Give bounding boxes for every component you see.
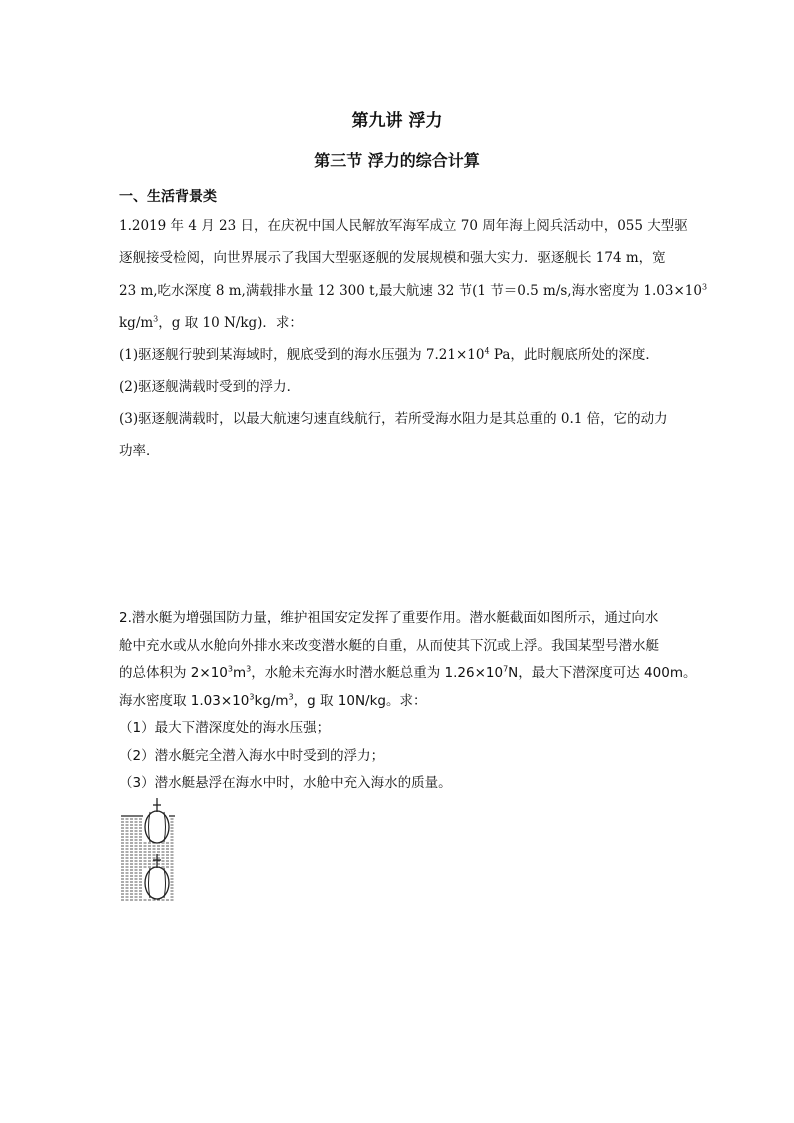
submarine-floating xyxy=(143,798,169,843)
q2-sub-2: （2）潜水艇完全潜入海水中时受到的浮力； xyxy=(119,748,385,764)
q2-sub-1: （1）最大下潜深度处的海水压强； xyxy=(119,720,331,736)
q2-line-4: 海水密度取 $1.03\times 10^3kg/m^3$，g 取 10N/kg。求： xyxy=(119,692,427,709)
q1-sub-3-line-1: (3)驱逐舰满载时，以最大航速匀速直线航行，若所受海水阻力是其总重的 0.1 倍，它的动力 xyxy=(119,411,668,427)
submarine-submerged xyxy=(143,854,169,899)
section-heading: 一、生活背景类 xyxy=(119,189,217,205)
q2-line-3: 的总体积为 $2\times 10^3m^3$，水舱未充海水时潜水艇总重为 $1.26\times 10^7N$，最大下潜深度可达 400m。 xyxy=(119,664,697,681)
q1-sub-2: (2)驱逐舰满载时受到的浮力． xyxy=(119,379,301,395)
page-title: 第九讲 浮力 xyxy=(351,111,443,131)
q2-line-1: 2.潜水艇为增强国防力量，维护祖国安定发挥了重要作用。潜水艇截面如图所示，通过向水 xyxy=(119,610,659,626)
q1-sub-3-line-2: 功率． xyxy=(119,443,160,459)
q2-sub-3: （3）潜水艇悬浮在海水中时，水舱中充入海水的质量。 xyxy=(119,775,452,791)
q1-sub-1: (1)驱逐舰行驶到某海域时，舰底受到的海水压强为 $7.21\times 10^4$ Pa，此时舰底所处的深度． xyxy=(119,346,659,363)
q1-line-1: 1.2019 年 4 月 23 日，在庆祝中国人民解放军海军成立 70 周年海上阅兵活动中，055 大型驱 xyxy=(119,218,688,234)
q1-line-3: 23 m,吃水深度 8 m,满载排水量 12 300 t,最大航速 32 节(1 节＝0.5 m/s,海水密度为 $1.03\times 10^3$ xyxy=(119,282,708,299)
section-subtitle: 第三节 浮力的综合计算 xyxy=(314,151,480,170)
submarine-figure xyxy=(119,794,177,902)
q1-line-2: 逐舰接受检阅，向世界展示了我国大型驱逐舰的发展规模和强大实力．驱逐舰长 174 m，宽 xyxy=(119,250,666,266)
q1-line-4: $kg/m^3$，g 取 10 N/kg)．求： xyxy=(119,314,303,331)
q2-line-2: 舱中充水或从水舱向外排水来改变潜水艇的自重，从而使其下沉或上浮。我国某型号潜水艇 xyxy=(119,638,659,654)
